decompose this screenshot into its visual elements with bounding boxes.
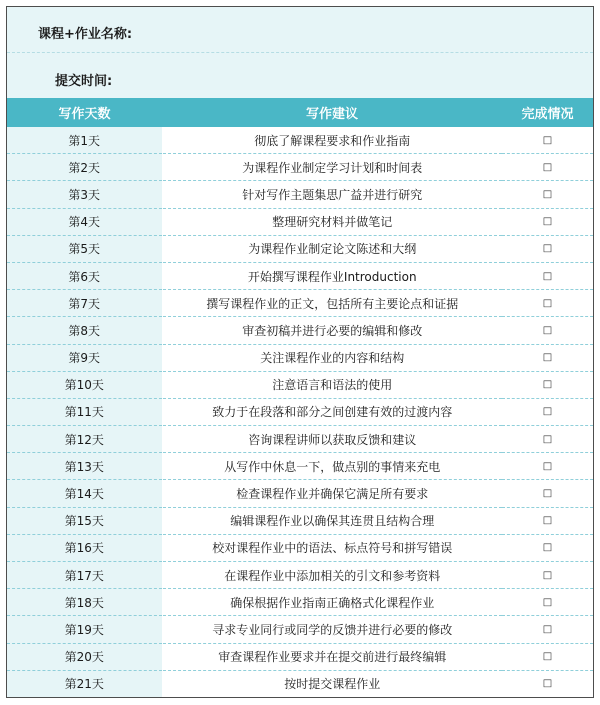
table-row [7, 616, 593, 643]
table-row [7, 562, 593, 589]
day-cell: 第14天 [7, 480, 162, 507]
suggestion-cell: 确保根据作业指南正确格式化课程作业 [162, 589, 502, 616]
suggestion-cell: 在课程作业中添加相关的引文和参考资料 [162, 562, 502, 589]
writing-plan-sheet [6, 6, 594, 698]
completion-checkbox[interactable]: □ [502, 453, 593, 480]
column-header-days: 写作天数 [7, 98, 162, 127]
table-row [7, 262, 593, 289]
submission-time-row [7, 53, 593, 98]
completion-checkbox[interactable]: □ [502, 181, 593, 208]
suggestion-cell: 审查初稿并进行必要的编辑和修改 [162, 317, 502, 344]
completion-checkbox[interactable]: □ [502, 480, 593, 507]
table-row [7, 317, 593, 344]
day-cell: 第7天 [7, 290, 162, 317]
suggestion-cell: 关注课程作业的内容和结构 [162, 344, 502, 371]
table-row [7, 344, 593, 371]
table-row [7, 453, 593, 480]
table-row [7, 235, 593, 262]
suggestion-cell: 注意语言和语法的使用 [162, 371, 502, 398]
completion-checkbox[interactable]: □ [502, 290, 593, 317]
table-row [7, 507, 593, 534]
day-cell: 第1天 [7, 127, 162, 154]
completion-checkbox[interactable]: □ [502, 534, 593, 561]
day-cell: 第11天 [7, 398, 162, 425]
writing-plan-table [7, 98, 593, 697]
table-row [7, 426, 593, 453]
completion-checkbox[interactable]: □ [502, 154, 593, 181]
day-cell: 第6天 [7, 262, 162, 289]
completion-checkbox[interactable]: □ [502, 371, 593, 398]
table-row [7, 154, 593, 181]
day-cell: 第10天 [7, 371, 162, 398]
completion-checkbox[interactable]: □ [502, 317, 593, 344]
day-cell: 第4天 [7, 208, 162, 235]
day-cell: 第17天 [7, 562, 162, 589]
day-cell: 第16天 [7, 534, 162, 561]
day-cell: 第12天 [7, 426, 162, 453]
table-row [7, 371, 593, 398]
completion-checkbox[interactable]: □ [502, 262, 593, 289]
suggestion-cell: 校对课程作业中的语法、标点符号和拼写错误 [162, 534, 502, 561]
completion-checkbox[interactable]: □ [502, 127, 593, 154]
table-row [7, 398, 593, 425]
completion-checkbox[interactable]: □ [502, 589, 593, 616]
completion-checkbox[interactable]: □ [502, 398, 593, 425]
table-row [7, 290, 593, 317]
suggestion-cell: 从写作中休息一下，做点别的事情来充电 [162, 453, 502, 480]
course-assignment-name-row [7, 7, 593, 53]
day-cell: 第19天 [7, 616, 162, 643]
suggestion-cell: 为课程作业制定学习计划和时间表 [162, 154, 502, 181]
day-cell: 第21天 [7, 670, 162, 697]
day-cell: 第18天 [7, 589, 162, 616]
suggestion-cell: 针对写作主题集思广益并进行研究 [162, 181, 502, 208]
table-header-row [7, 98, 593, 127]
suggestion-cell: 彻底了解课程要求和作业指南 [162, 127, 502, 154]
table-row [7, 670, 593, 697]
table-row [7, 534, 593, 561]
completion-checkbox[interactable]: □ [502, 208, 593, 235]
day-cell: 第20天 [7, 643, 162, 670]
column-header-status: 完成情况 [502, 98, 593, 127]
suggestion-cell: 开始撰写课程作业Introduction [162, 262, 502, 289]
table-row [7, 643, 593, 670]
day-cell: 第8天 [7, 317, 162, 344]
table-body [7, 127, 593, 697]
suggestion-cell: 致力于在段落和部分之间创建有效的过渡内容 [162, 398, 502, 425]
day-cell: 第2天 [7, 154, 162, 181]
suggestion-cell: 检查课程作业并确保它满足所有要求 [162, 480, 502, 507]
completion-checkbox[interactable]: □ [502, 426, 593, 453]
day-cell: 第13天 [7, 453, 162, 480]
table-row [7, 208, 593, 235]
completion-checkbox[interactable]: □ [502, 562, 593, 589]
table-row [7, 589, 593, 616]
table-row [7, 181, 593, 208]
suggestion-cell: 撰写课程作业的正文，包括所有主要论点和证据 [162, 290, 502, 317]
submission-time-label: 提交时间: [55, 74, 113, 89]
course-assignment-name-label: 课程+作业名称: [38, 27, 133, 42]
suggestion-cell: 编辑课程作业以确保其连贯且结构合理 [162, 507, 502, 534]
table-row [7, 480, 593, 507]
day-cell: 第9天 [7, 344, 162, 371]
day-cell: 第15天 [7, 507, 162, 534]
suggestion-cell: 按时提交课程作业 [162, 670, 502, 697]
suggestion-cell: 整理研究材料并做笔记 [162, 208, 502, 235]
table-row [7, 127, 593, 154]
completion-checkbox[interactable]: □ [502, 344, 593, 371]
completion-checkbox[interactable]: □ [502, 670, 593, 697]
suggestion-cell: 为课程作业制定论文陈述和大纲 [162, 235, 502, 262]
day-cell: 第3天 [7, 181, 162, 208]
suggestion-cell: 寻求专业同行或同学的反馈并进行必要的修改 [162, 616, 502, 643]
column-header-suggestion: 写作建议 [162, 98, 502, 127]
day-cell: 第5天 [7, 235, 162, 262]
suggestion-cell: 审查课程作业要求并在提交前进行最终编辑 [162, 643, 502, 670]
completion-checkbox[interactable]: □ [502, 643, 593, 670]
completion-checkbox[interactable]: □ [502, 235, 593, 262]
suggestion-cell: 咨询课程讲师以获取反馈和建议 [162, 426, 502, 453]
completion-checkbox[interactable]: □ [502, 507, 593, 534]
completion-checkbox[interactable]: □ [502, 616, 593, 643]
